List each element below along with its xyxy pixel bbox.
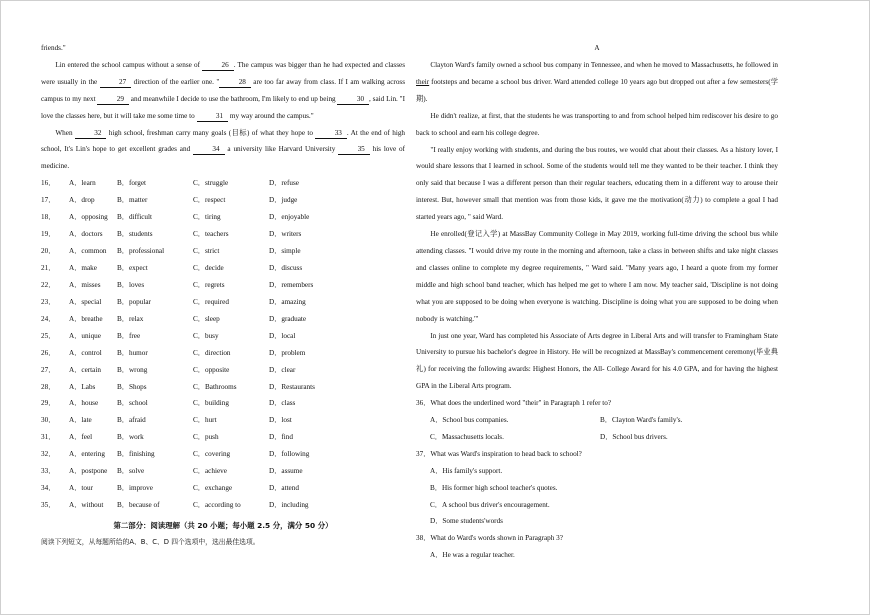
- option-a[interactable]: A．postpone: [69, 467, 108, 476]
- option-a[interactable]: A．Labs: [69, 382, 96, 391]
- question-number: 31．: [41, 433, 56, 442]
- option-row: [41, 328, 405, 345]
- passage-heading: A: [594, 44, 600, 52]
- question-number: 30．: [41, 416, 56, 425]
- option-row: [41, 362, 405, 379]
- option-d[interactable]: D．simple: [269, 247, 301, 256]
- option-a[interactable]: A．unique: [69, 331, 101, 340]
- option-b[interactable]: B．solve: [117, 467, 145, 476]
- question-number: 29．: [41, 399, 56, 408]
- option-row: [41, 412, 405, 429]
- option-b[interactable]: B．finishing: [117, 450, 155, 459]
- option-a[interactable]: A．entering: [69, 450, 105, 459]
- option-c[interactable]: C．push: [193, 433, 219, 442]
- option-row: [41, 463, 405, 480]
- question-36-options-row-1: [416, 412, 778, 429]
- question-number: 18．: [41, 213, 56, 222]
- reading-paragraph-1: Clayton Ward's family owned a school bus company in Tennessee, and when he moved to Massachusetts, he followed in their footsteps and became a school bus driver. Ward attended college 10 years ago but dropped out after a few semesters(学期).: [416, 61, 778, 103]
- option-c[interactable]: C．direction: [193, 348, 231, 357]
- blank-35: 35: [338, 144, 370, 155]
- option-a[interactable]: A．control: [69, 348, 102, 357]
- option-b[interactable]: B．relax: [117, 314, 144, 323]
- option-c[interactable]: C．covering: [193, 450, 231, 459]
- question-number: 33．: [41, 467, 56, 476]
- option-row: [41, 277, 405, 294]
- question-number: 21．: [41, 263, 56, 272]
- option-a[interactable]: A．late: [69, 416, 92, 425]
- option-a[interactable]: A．doctors: [69, 230, 103, 239]
- question-number: 26．: [41, 348, 56, 357]
- option-c[interactable]: C．busy: [193, 331, 219, 340]
- section-title: 第二部分：阅读理解（共 20 小题；每小题 2.5 分，满分 50 分）: [113, 521, 333, 530]
- option-a[interactable]: A．He was a regular teacher.: [430, 551, 515, 560]
- option-c[interactable]: C．struggle: [193, 179, 229, 188]
- option-row: [41, 260, 405, 277]
- option-b[interactable]: B．afraid: [117, 416, 146, 425]
- option-b[interactable]: B．Shops: [117, 382, 147, 391]
- cloze-paragraph-1: Lin entered the school campus without a sense of 26 . The campus was bigger than he had expected and classes were usually in the 27 direction of the earlier one. " 28 are too far away from class. If I am walking across campus to my next 29 and meanwhile I decide to use the bathroom, I'm likely to end up being 30 , said Lin. "I love the classes here, but it will take me some time to 31 my way around the campus.": [41, 60, 406, 120]
- left-column: [41, 40, 405, 550]
- question-38: 38．What do Ward's words shown in Paragraph 3?: [416, 534, 563, 543]
- option-a[interactable]: A．common: [69, 247, 107, 256]
- blank-29: 29: [97, 94, 129, 105]
- option-c[interactable]: C．respect: [193, 196, 226, 205]
- question-number: 24．: [41, 314, 56, 323]
- cloze-paragraph-2: When 32 high school, freshman carry many goals (目标) of what they hope to 33 . At the end of high school, It's Lin's hope to get excellent grades and 34 a university like Harvard University 35 his love of medicine.: [41, 128, 406, 171]
- question-36: 36．What does the underlined word "their" in Paragraph 1 refer to?: [416, 399, 612, 408]
- blank-28: 28: [219, 77, 251, 88]
- option-d[interactable]: D．lost: [269, 416, 292, 425]
- option-c[interactable]: C．tiring: [193, 213, 221, 222]
- option-d[interactable]: D．enjoyable: [269, 213, 310, 222]
- option-d[interactable]: D．remembers: [269, 280, 314, 289]
- option-d[interactable]: D．assume: [269, 467, 303, 476]
- option-b[interactable]: B．improve: [117, 484, 153, 493]
- option-c[interactable]: C．hurt: [193, 416, 217, 425]
- option-b[interactable]: B．expect: [117, 263, 148, 272]
- option-a[interactable]: A．His family's support.: [430, 466, 503, 475]
- blank-27: 27: [100, 77, 132, 88]
- option-c[interactable]: C．sleep: [193, 314, 220, 323]
- question-number: 35．: [41, 501, 56, 510]
- option-a[interactable]: A．certain: [69, 365, 101, 374]
- question-number: 28．: [41, 382, 56, 391]
- option-c[interactable]: C．building: [193, 399, 229, 408]
- option-b[interactable]: B．because of: [117, 501, 160, 510]
- option-a[interactable]: A．make: [69, 263, 97, 272]
- reading-paragraph-5: In just one year, Ward has completed his Associate of Arts degree in Liberal Arts and will transfer to Framingham State University to pursue his bachelor's degree in History. He will be recognized at MassBay's commencement ceremony(毕业典礼) for receiving the following awards: Highest Honors, the All- College Award for his 4.0 GPA, and for having the highest GPA in the Liberal Arts program.: [416, 331, 778, 391]
- reading-paragraph-2: He didn't realize, at first, that the students he was transporting to and from school helped him rediscover his desire to go back to school and earn his college degree.: [416, 111, 778, 137]
- option-b[interactable]: B．school: [117, 399, 148, 408]
- question-number: 17．: [41, 196, 56, 205]
- option-c[interactable]: C．A school bus driver's encouragement.: [430, 500, 550, 509]
- question-number: 27．: [41, 365, 56, 374]
- underlined-word: their: [416, 77, 430, 86]
- option-b[interactable]: B．loves: [117, 280, 145, 289]
- option-a[interactable]: A．without: [69, 501, 104, 510]
- question-number: 32．: [41, 450, 56, 459]
- option-a[interactable]: A．special: [69, 297, 102, 306]
- question-number: 20．: [41, 247, 56, 256]
- option-d[interactable]: D．judge: [269, 196, 298, 205]
- option-row: [41, 243, 405, 260]
- instruction-text: 阅读下列短文，从每题所给的A、B、C、D 四个选项中，选出最佳选项。: [41, 538, 260, 546]
- option-c[interactable]: C．strict: [193, 247, 220, 256]
- option-b[interactable]: B．free: [117, 331, 141, 340]
- blank-31: 31: [197, 111, 229, 122]
- option-b[interactable]: B．difficult: [117, 213, 153, 222]
- option-a[interactable]: A．house: [69, 399, 99, 408]
- option-d[interactable]: D．Some students'words: [430, 517, 503, 526]
- passage-tail: friends.": [41, 44, 66, 52]
- option-b[interactable]: B．Clayton Ward's family's.: [600, 416, 683, 425]
- option-d[interactable]: D．class: [269, 399, 296, 408]
- option-d[interactable]: D．School bus drivers.: [600, 432, 668, 441]
- option-b[interactable]: B．popular: [117, 297, 151, 306]
- option-c[interactable]: C．according to: [193, 501, 241, 510]
- option-c[interactable]: C．opposite: [193, 365, 230, 374]
- option-d[interactable]: D．local: [269, 331, 296, 340]
- option-c[interactable]: C．achieve: [193, 467, 227, 476]
- option-a[interactable]: A．tour: [69, 484, 93, 493]
- option-d[interactable]: D．discuss: [269, 263, 303, 272]
- option-row: [41, 446, 405, 463]
- question-number: 16．: [41, 179, 56, 188]
- option-d[interactable]: D．find: [269, 433, 293, 442]
- option-row: [41, 209, 405, 226]
- blank-30: 30: [337, 94, 369, 105]
- option-a[interactable]: A．School bus companies.: [430, 416, 509, 425]
- option-c[interactable]: C．regrets: [193, 280, 225, 289]
- option-row: [41, 294, 405, 311]
- option-b[interactable]: B．students: [117, 230, 153, 239]
- option-row: [41, 345, 405, 362]
- option-d[interactable]: D．including: [269, 501, 309, 510]
- question-number: 19．: [41, 230, 56, 239]
- option-a[interactable]: A．learn: [69, 179, 96, 188]
- reading-paragraph-4: He enrolled(登记入学) at MassBay Community College in May 2019, working full-time driving the school bus while attending classes. "I would drive my route in the morning and afternoon, take a class in between shifts and take night classes and classes online to complete my degree requirements, " Ward said. "Many years ago, I heard a quote from my former middle and high school band teacher, which has helped me get to where I am now. My teacher said, 'Discipline is not doing what you are supposed to be doing when everyone is watching. Discipline is doing what you are supposed to be doing when nobody is watching.'": [416, 230, 778, 323]
- option-c[interactable]: C．Massachusetts locals.: [430, 432, 504, 441]
- question-number: 22．: [41, 280, 56, 289]
- reading-paragraph-3: "I really enjoy working with students, and during the bus routes, we would chat about their classes. As a history lover, I would share lessons that I learned in school. Some of the students would tell me they wanted to be their teacher. I think they only said that because I was a different person than their regular teachers, educating them in a different way to arouse their interest. But, however small that mention was from those kids, it gave me the motivation(动力) to complete a goal I had started years ago, " said Ward.: [416, 145, 778, 222]
- option-d[interactable]: D．refuse: [269, 179, 299, 188]
- option-row: [41, 395, 405, 412]
- option-c[interactable]: C．required: [193, 297, 229, 306]
- blank-26: 26: [202, 60, 234, 71]
- question-number: 34．: [41, 484, 56, 493]
- question-36-options-row-2: [416, 429, 778, 446]
- question-37: 37．What was Ward's inspiration to head back to school?: [416, 449, 582, 458]
- option-a[interactable]: A．feel: [69, 433, 93, 442]
- option-row: [41, 311, 405, 328]
- option-row: [41, 429, 405, 446]
- option-b[interactable]: B．matter: [117, 196, 148, 205]
- blank-34: 34: [193, 144, 225, 155]
- option-c[interactable]: C．teachers: [193, 230, 229, 239]
- option-row: [41, 175, 405, 192]
- blank-33: 33: [315, 128, 347, 139]
- option-row: [41, 497, 405, 514]
- option-b[interactable]: B．wrong: [117, 365, 148, 374]
- question-number: 25．: [41, 331, 56, 340]
- option-d[interactable]: D．amazing: [269, 297, 306, 306]
- option-b[interactable]: B．professional: [117, 247, 165, 256]
- option-a[interactable]: A．drop: [69, 196, 95, 205]
- right-column: [416, 40, 778, 564]
- option-c[interactable]: C．exchange: [193, 484, 233, 493]
- option-a[interactable]: A．breathe: [69, 314, 103, 323]
- question-number: 23．: [41, 297, 56, 306]
- option-b[interactable]: B．humor: [117, 348, 148, 357]
- blank-32: 32: [75, 128, 107, 139]
- option-row: [41, 379, 405, 396]
- option-b[interactable]: B．His former high school teacher's quotes.: [430, 483, 558, 492]
- option-d[interactable]: D．clear: [269, 365, 296, 374]
- option-c[interactable]: C．Bathrooms: [193, 382, 237, 391]
- option-d[interactable]: D．following: [269, 450, 310, 459]
- option-d[interactable]: D．attend: [269, 484, 299, 493]
- option-a[interactable]: A．misses: [69, 280, 101, 289]
- option-d[interactable]: D．graduate: [269, 314, 307, 323]
- option-c[interactable]: C．decide: [193, 263, 224, 272]
- option-a[interactable]: A．opposing: [69, 213, 108, 222]
- option-b[interactable]: B．forget: [117, 179, 147, 188]
- option-row: [41, 226, 405, 243]
- option-d[interactable]: D．writers: [269, 230, 302, 239]
- option-d[interactable]: D．Restaurants: [269, 382, 315, 391]
- cloze-options-list: [41, 175, 405, 514]
- option-b[interactable]: B．work: [117, 433, 144, 442]
- option-row: [41, 192, 405, 209]
- option-row: [41, 480, 405, 497]
- option-d[interactable]: D．problem: [269, 348, 306, 357]
